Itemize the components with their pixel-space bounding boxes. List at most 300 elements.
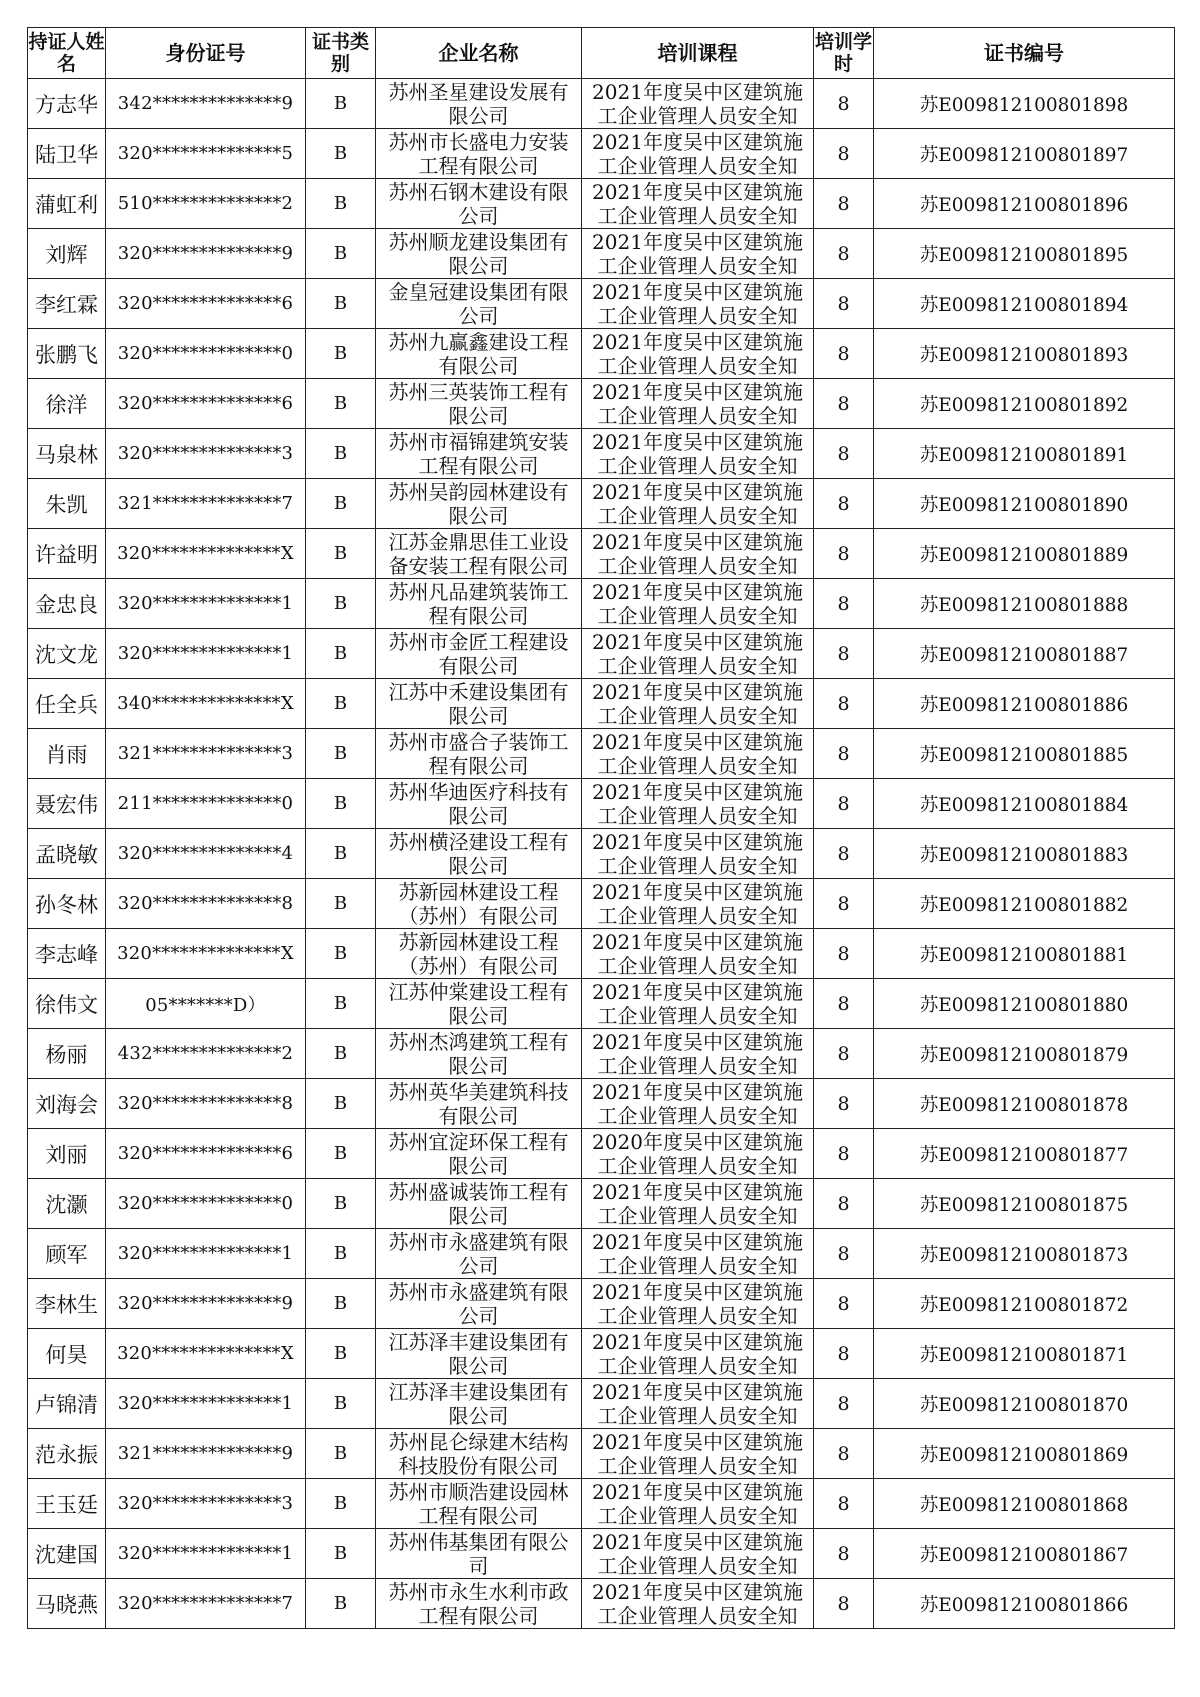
course-cell-text: 2021年度吴中区建筑施工企业管理人员安全知 xyxy=(592,780,803,827)
course-cell xyxy=(582,1129,814,1179)
id-number-cell: 320**************X xyxy=(106,929,306,979)
table-row xyxy=(28,1579,1175,1629)
cert-number-cell: 苏E009812100801871 xyxy=(874,1329,1175,1379)
course-cell-text: 2021年度吴中区建筑施工企业管理人员安全知 xyxy=(592,130,803,177)
course-cell-text: 2021年度吴中区建筑施工企业管理人员安全知 xyxy=(592,980,803,1027)
company-cell xyxy=(376,1179,582,1229)
table-row xyxy=(28,1229,1175,1279)
id-number-cell: 320**************7 xyxy=(106,1579,306,1629)
id-number-cell: 211**************0 xyxy=(106,779,306,829)
category-cell: B xyxy=(306,629,376,679)
hours-cell: 8 xyxy=(814,1329,874,1379)
company-cell xyxy=(376,1479,582,1529)
company-cell-text: 江苏泽丰建设集团有限公司 xyxy=(388,1330,569,1377)
table-row xyxy=(28,429,1175,479)
table-row xyxy=(28,529,1175,579)
cert-number-cell: 苏E009812100801882 xyxy=(874,879,1175,929)
course-cell-text: 2021年度吴中区建筑施工企业管理人员安全知 xyxy=(592,630,803,677)
table-row xyxy=(28,1379,1175,1429)
category-cell: B xyxy=(306,879,376,929)
course-cell xyxy=(582,879,814,929)
course-cell xyxy=(582,1579,814,1629)
company-cell xyxy=(376,1129,582,1179)
company-cell xyxy=(376,829,582,879)
company-cell xyxy=(376,1429,582,1479)
company-cell-text: 苏州市金匠工程建设有限公司 xyxy=(388,630,569,677)
course-cell-text: 2021年度吴中区建筑施工企业管理人员安全知 xyxy=(592,1330,803,1377)
company-cell-text: 苏州三英装饰工程有限公司 xyxy=(388,380,569,427)
cert-number-cell: 苏E009812100801894 xyxy=(874,279,1175,329)
cert-number-cell: 苏E009812100801879 xyxy=(874,1029,1175,1079)
course-cell xyxy=(582,1029,814,1079)
table-row xyxy=(28,879,1175,929)
course-cell xyxy=(582,479,814,529)
table-row xyxy=(28,1129,1175,1179)
hours-cell: 8 xyxy=(814,729,874,779)
course-cell xyxy=(582,1329,814,1379)
holder-name-cell: 卢锦清 xyxy=(28,1379,106,1429)
table-row xyxy=(28,1479,1175,1529)
company-cell-text: 苏州英华美建筑科技有限公司 xyxy=(388,1080,569,1127)
category-cell: B xyxy=(306,1329,376,1379)
holder-name-cell: 杨丽 xyxy=(28,1029,106,1079)
id-number-cell: 320**************6 xyxy=(106,279,306,329)
hours-cell: 8 xyxy=(814,229,874,279)
company-cell xyxy=(376,329,582,379)
hours-cell: 8 xyxy=(814,1129,874,1179)
course-cell-text: 2021年度吴中区建筑施工企业管理人员安全知 xyxy=(592,1580,803,1627)
holder-name-cell: 刘海会 xyxy=(28,1079,106,1129)
holder-name-cell: 孟晓敏 xyxy=(28,829,106,879)
id-number-cell: 320**************1 xyxy=(106,629,306,679)
category-cell: B xyxy=(306,829,376,879)
course-cell-text: 2021年度吴中区建筑施工企业管理人员安全知 xyxy=(592,880,803,927)
id-number-cell: 432**************2 xyxy=(106,1029,306,1079)
hours-cell: 8 xyxy=(814,929,874,979)
holder-name-cell: 徐洋 xyxy=(28,379,106,429)
course-cell xyxy=(582,379,814,429)
company-cell-text: 苏州杰鸿建筑工程有限公司 xyxy=(388,1030,569,1077)
id-number-cell: 320**************1 xyxy=(106,579,306,629)
category-cell: B xyxy=(306,429,376,479)
hours-cell: 8 xyxy=(814,979,874,1029)
holder-name-cell: 聂宏伟 xyxy=(28,779,106,829)
hours-cell: 8 xyxy=(814,1279,874,1329)
course-cell-text: 2021年度吴中区建筑施工企业管理人员安全知 xyxy=(592,1430,803,1477)
course-cell-text: 2021年度吴中区建筑施工企业管理人员安全知 xyxy=(592,1030,803,1077)
category-cell: B xyxy=(306,729,376,779)
cert-number-cell: 苏E009812100801889 xyxy=(874,529,1175,579)
course-cell-text: 2021年度吴中区建筑施工企业管理人员安全知 xyxy=(592,830,803,877)
hours-cell: 8 xyxy=(814,779,874,829)
cert-number-cell: 苏E009812100801884 xyxy=(874,779,1175,829)
company-cell-text: 苏州圣星建设发展有限公司 xyxy=(388,80,569,127)
cert-number-cell: 苏E009812100801898 xyxy=(874,79,1175,129)
course-cell-text: 2021年度吴中区建筑施工企业管理人员安全知 xyxy=(592,1080,803,1127)
id-number-cell: 320**************3 xyxy=(106,1479,306,1529)
cert-number-cell: 苏E009812100801897 xyxy=(874,129,1175,179)
company-cell-text: 金皇冠建设集团有限公司 xyxy=(388,280,569,327)
holder-name-cell: 李红霖 xyxy=(28,279,106,329)
course-cell-text: 2021年度吴中区建筑施工企业管理人员安全知 xyxy=(592,180,803,227)
id-number-cell: 342**************9 xyxy=(106,79,306,129)
course-cell xyxy=(582,329,814,379)
company-cell xyxy=(376,1529,582,1579)
cert-number-cell: 苏E009812100801873 xyxy=(874,1229,1175,1279)
category-cell: B xyxy=(306,779,376,829)
holder-name-cell: 沈灏 xyxy=(28,1179,106,1229)
course-cell xyxy=(582,1279,814,1329)
company-cell xyxy=(376,529,582,579)
company-cell-text: 苏州市永生水利市政工程有限公司 xyxy=(388,1580,569,1627)
cert-number-cell: 苏E009812100801870 xyxy=(874,1379,1175,1429)
hours-cell: 8 xyxy=(814,79,874,129)
cert-number-cell: 苏E009812100801887 xyxy=(874,629,1175,679)
company-cell xyxy=(376,1329,582,1379)
holder-name-cell: 沈文龙 xyxy=(28,629,106,679)
course-cell xyxy=(582,79,814,129)
cert-number-cell: 苏E009812100801883 xyxy=(874,829,1175,879)
holder-name-cell: 孙冬林 xyxy=(28,879,106,929)
hours-cell: 8 xyxy=(814,129,874,179)
hours-cell: 8 xyxy=(814,829,874,879)
id-number-cell: 320**************X xyxy=(106,529,306,579)
course-cell-text: 2021年度吴中区建筑施工企业管理人员安全知 xyxy=(592,280,803,327)
course-cell-text: 2021年度吴中区建筑施工企业管理人员安全知 xyxy=(592,1380,803,1427)
company-cell xyxy=(376,1279,582,1329)
cert-number-cell: 苏E009812100801868 xyxy=(874,1479,1175,1529)
course-cell-text: 2021年度吴中区建筑施工企业管理人员安全知 xyxy=(592,930,803,977)
category-cell: B xyxy=(306,1579,376,1629)
company-cell-text: 苏州吴韵园林建设有限公司 xyxy=(388,480,569,527)
holder-name-cell: 刘丽 xyxy=(28,1129,106,1179)
course-cell xyxy=(582,979,814,1029)
category-cell: B xyxy=(306,579,376,629)
holder-name-cell: 李林生 xyxy=(28,1279,106,1329)
category-cell: B xyxy=(306,529,376,579)
company-cell xyxy=(376,879,582,929)
id-number-cell: 320**************6 xyxy=(106,1129,306,1179)
course-cell xyxy=(582,679,814,729)
id-number-cell: 320**************0 xyxy=(106,1179,306,1229)
id-number-cell: 320**************1 xyxy=(106,1229,306,1279)
holder-name-cell: 肖雨 xyxy=(28,729,106,779)
header-name: 持证人姓名 xyxy=(28,28,106,79)
company-cell xyxy=(376,729,582,779)
header-category: 证书类别 xyxy=(306,28,376,79)
holder-name-cell: 王玉廷 xyxy=(28,1479,106,1529)
hours-cell: 8 xyxy=(814,679,874,729)
table-row xyxy=(28,329,1175,379)
table-row xyxy=(28,229,1175,279)
table-row xyxy=(28,779,1175,829)
id-number-cell: 320**************5 xyxy=(106,129,306,179)
id-number-cell: 05*******D） xyxy=(106,979,306,1029)
holder-name-cell: 马晓燕 xyxy=(28,1579,106,1629)
table-row xyxy=(28,479,1175,529)
cert-number-cell: 苏E009812100801893 xyxy=(874,329,1175,379)
hours-cell: 8 xyxy=(814,529,874,579)
table-row xyxy=(28,1079,1175,1129)
company-cell-text: 苏州顺龙建设集团有限公司 xyxy=(388,230,569,277)
hours-cell: 8 xyxy=(814,429,874,479)
id-number-cell: 320**************9 xyxy=(106,1279,306,1329)
hours-cell: 8 xyxy=(814,279,874,329)
table-row xyxy=(28,79,1175,129)
hours-cell: 8 xyxy=(814,879,874,929)
holder-name-cell: 何昊 xyxy=(28,1329,106,1379)
header-cert: 证书编号 xyxy=(874,28,1175,79)
table-row xyxy=(28,129,1175,179)
course-cell-text: 2021年度吴中区建筑施工企业管理人员安全知 xyxy=(592,380,803,427)
category-cell: B xyxy=(306,129,376,179)
hours-cell: 8 xyxy=(814,579,874,629)
company-cell-text: 江苏中禾建设集团有限公司 xyxy=(388,680,569,727)
company-cell-text: 苏州市长盛电力安装工程有限公司 xyxy=(388,130,569,177)
company-cell-text: 苏州宜淀环保工程有限公司 xyxy=(388,1130,569,1177)
hours-cell: 8 xyxy=(814,479,874,529)
hours-cell: 8 xyxy=(814,1579,874,1629)
header-id: 身份证号 xyxy=(106,28,306,79)
company-cell xyxy=(376,129,582,179)
course-cell-text: 2021年度吴中区建筑施工企业管理人员安全知 xyxy=(592,730,803,777)
company-cell-text: 苏州市福锦建筑安装工程有限公司 xyxy=(388,430,569,477)
course-cell xyxy=(582,929,814,979)
company-cell xyxy=(376,679,582,729)
category-cell: B xyxy=(306,1179,376,1229)
id-number-cell: 320**************1 xyxy=(106,1379,306,1429)
header-course: 培训课程 xyxy=(582,28,814,79)
hours-cell: 8 xyxy=(814,1229,874,1279)
id-number-cell: 320**************0 xyxy=(106,329,306,379)
company-cell xyxy=(376,179,582,229)
course-cell xyxy=(582,779,814,829)
table-row xyxy=(28,1029,1175,1079)
company-cell-text: 苏州横泾建设工程有限公司 xyxy=(388,830,569,877)
table-row xyxy=(28,579,1175,629)
cert-number-cell: 苏E009812100801872 xyxy=(874,1279,1175,1329)
course-cell xyxy=(582,1479,814,1529)
company-cell xyxy=(376,1379,582,1429)
course-cell-text: 2021年度吴中区建筑施工企业管理人员安全知 xyxy=(592,480,803,527)
table-row xyxy=(28,1329,1175,1379)
company-cell-text: 苏州市永盛建筑有限公司 xyxy=(388,1280,569,1327)
id-number-cell: 321**************7 xyxy=(106,479,306,529)
course-cell xyxy=(582,1529,814,1579)
id-number-cell: 320**************3 xyxy=(106,429,306,479)
holder-name-cell: 蒲虹利 xyxy=(28,179,106,229)
course-cell-text: 2021年度吴中区建筑施工企业管理人员安全知 xyxy=(592,1180,803,1227)
holder-name-cell: 沈建国 xyxy=(28,1529,106,1579)
category-cell: B xyxy=(306,279,376,329)
course-cell-text: 2021年度吴中区建筑施工企业管理人员安全知 xyxy=(592,1480,803,1527)
table-row xyxy=(28,679,1175,729)
holder-name-cell: 方志华 xyxy=(28,79,106,129)
header-row xyxy=(28,28,1175,79)
holder-name-cell: 徐伟文 xyxy=(28,979,106,1029)
company-cell xyxy=(376,479,582,529)
company-cell-text: 苏新园林建设工程（苏州）有限公司 xyxy=(398,880,559,927)
course-cell-text: 2021年度吴中区建筑施工企业管理人员安全知 xyxy=(592,1280,803,1327)
course-cell-text: 2021年度吴中区建筑施工企业管理人员安全知 xyxy=(592,80,803,127)
company-cell xyxy=(376,979,582,1029)
header-hours: 培训学时 xyxy=(814,28,874,79)
table-row xyxy=(28,729,1175,779)
id-number-cell: 321**************3 xyxy=(106,729,306,779)
category-cell: B xyxy=(306,1129,376,1179)
cert-number-cell: 苏E009812100801891 xyxy=(874,429,1175,479)
holder-name-cell: 马泉林 xyxy=(28,429,106,479)
id-number-cell: 320**************8 xyxy=(106,879,306,929)
category-cell: B xyxy=(306,1279,376,1329)
company-cell-text: 苏州市永盛建筑有限公司 xyxy=(388,1230,569,1277)
company-cell xyxy=(376,579,582,629)
course-cell xyxy=(582,1079,814,1129)
company-cell xyxy=(376,629,582,679)
id-number-cell: 510**************2 xyxy=(106,179,306,229)
company-cell xyxy=(376,79,582,129)
course-cell-text: 2021年度吴中区建筑施工企业管理人员安全知 xyxy=(592,680,803,727)
category-cell: B xyxy=(306,79,376,129)
holder-name-cell: 陆卫华 xyxy=(28,129,106,179)
category-cell: B xyxy=(306,679,376,729)
company-cell xyxy=(376,1579,582,1629)
id-number-cell: 321**************9 xyxy=(106,1429,306,1479)
company-cell xyxy=(376,779,582,829)
category-cell: B xyxy=(306,179,376,229)
category-cell: B xyxy=(306,379,376,429)
table-row xyxy=(28,279,1175,329)
company-cell-text: 苏州市盛合子装饰工程有限公司 xyxy=(388,730,569,777)
company-cell-text: 苏州伟基集团有限公司 xyxy=(388,1530,569,1577)
course-cell-text: 2020年度吴中区建筑施工企业管理人员安全知 xyxy=(592,1130,803,1177)
course-cell xyxy=(582,629,814,679)
table-row xyxy=(28,1279,1175,1329)
cert-number-cell: 苏E009812100801892 xyxy=(874,379,1175,429)
category-cell: B xyxy=(306,1079,376,1129)
course-cell xyxy=(582,1179,814,1229)
company-cell xyxy=(376,1229,582,1279)
hours-cell: 8 xyxy=(814,1029,874,1079)
table-row xyxy=(28,379,1175,429)
id-number-cell: 320**************9 xyxy=(106,229,306,279)
id-number-cell: 320**************X xyxy=(106,1329,306,1379)
holder-name-cell: 刘辉 xyxy=(28,229,106,279)
category-cell: B xyxy=(306,229,376,279)
hours-cell: 8 xyxy=(814,1429,874,1479)
table-row xyxy=(28,179,1175,229)
header-company: 企业名称 xyxy=(376,28,582,79)
company-cell-text: 江苏泽丰建设集团有限公司 xyxy=(388,1380,569,1427)
course-cell xyxy=(582,279,814,329)
course-cell xyxy=(582,579,814,629)
category-cell: B xyxy=(306,1229,376,1279)
company-cell xyxy=(376,229,582,279)
table-row xyxy=(28,1179,1175,1229)
company-cell-text: 江苏仲棠建设工程有限公司 xyxy=(388,980,569,1027)
course-cell xyxy=(582,179,814,229)
course-cell xyxy=(582,229,814,279)
company-cell xyxy=(376,1029,582,1079)
holder-name-cell: 任全兵 xyxy=(28,679,106,729)
hours-cell: 8 xyxy=(814,1479,874,1529)
holder-name-cell: 金忠良 xyxy=(28,579,106,629)
cert-number-cell: 苏E009812100801888 xyxy=(874,579,1175,629)
category-cell: B xyxy=(306,1529,376,1579)
holder-name-cell: 李志峰 xyxy=(28,929,106,979)
cert-number-cell: 苏E009812100801878 xyxy=(874,1079,1175,1129)
course-cell-text: 2021年度吴中区建筑施工企业管理人员安全知 xyxy=(592,1530,803,1577)
company-cell xyxy=(376,379,582,429)
company-cell-text: 苏州盛诚装饰工程有限公司 xyxy=(388,1180,569,1227)
category-cell: B xyxy=(306,1429,376,1479)
cert-number-cell: 苏E009812100801869 xyxy=(874,1429,1175,1479)
table-row xyxy=(28,829,1175,879)
company-cell-text: 苏州市顺浩建设园林工程有限公司 xyxy=(388,1480,569,1527)
company-cell xyxy=(376,1079,582,1129)
holder-name-cell: 朱凯 xyxy=(28,479,106,529)
company-cell-text: 苏州九赢鑫建设工程有限公司 xyxy=(388,330,569,377)
category-cell: B xyxy=(306,1479,376,1529)
course-cell xyxy=(582,729,814,779)
cert-number-cell: 苏E009812100801885 xyxy=(874,729,1175,779)
table-row xyxy=(28,929,1175,979)
hours-cell: 8 xyxy=(814,1529,874,1579)
course-cell-text: 2021年度吴中区建筑施工企业管理人员安全知 xyxy=(592,330,803,377)
course-cell xyxy=(582,529,814,579)
cert-number-cell: 苏E009812100801886 xyxy=(874,679,1175,729)
holder-name-cell: 范永振 xyxy=(28,1429,106,1479)
company-cell xyxy=(376,929,582,979)
table-row xyxy=(28,979,1175,1029)
cert-number-cell: 苏E009812100801895 xyxy=(874,229,1175,279)
course-cell-text: 2021年度吴中区建筑施工企业管理人员安全知 xyxy=(592,230,803,277)
certificate-list-sheet xyxy=(27,27,1174,1629)
id-number-cell: 340**************X xyxy=(106,679,306,729)
cert-number-cell: 苏E009812100801880 xyxy=(874,979,1175,1029)
table-body xyxy=(28,79,1175,1629)
table-row xyxy=(28,1429,1175,1479)
company-cell-text: 苏州华迪医疗科技有限公司 xyxy=(388,780,569,827)
holder-name-cell: 许益明 xyxy=(28,529,106,579)
hours-cell: 8 xyxy=(814,1079,874,1129)
company-cell-text: 苏州凡品建筑装饰工程有限公司 xyxy=(388,580,569,627)
course-cell xyxy=(582,129,814,179)
cert-number-cell: 苏E009812100801866 xyxy=(874,1579,1175,1629)
category-cell: B xyxy=(306,329,376,379)
id-number-cell: 320**************6 xyxy=(106,379,306,429)
cert-number-cell: 苏E009812100801875 xyxy=(874,1179,1175,1229)
hours-cell: 8 xyxy=(814,629,874,679)
cert-number-cell: 苏E009812100801881 xyxy=(874,929,1175,979)
company-cell-text: 江苏金鼎思佳工业设备安装工程有限公司 xyxy=(388,530,569,577)
hours-cell: 8 xyxy=(814,1179,874,1229)
hours-cell: 8 xyxy=(814,179,874,229)
course-cell-text: 2021年度吴中区建筑施工企业管理人员安全知 xyxy=(592,580,803,627)
course-cell xyxy=(582,1429,814,1479)
category-cell: B xyxy=(306,1379,376,1429)
category-cell: B xyxy=(306,929,376,979)
table-row xyxy=(28,629,1175,679)
id-number-cell: 320**************1 xyxy=(106,1529,306,1579)
cert-number-cell: 苏E009812100801890 xyxy=(874,479,1175,529)
company-cell xyxy=(376,279,582,329)
company-cell-text: 苏新园林建设工程（苏州）有限公司 xyxy=(398,930,559,977)
cert-number-cell: 苏E009812100801867 xyxy=(874,1529,1175,1579)
course-cell xyxy=(582,829,814,879)
category-cell: B xyxy=(306,479,376,529)
holder-name-cell: 顾军 xyxy=(28,1229,106,1279)
